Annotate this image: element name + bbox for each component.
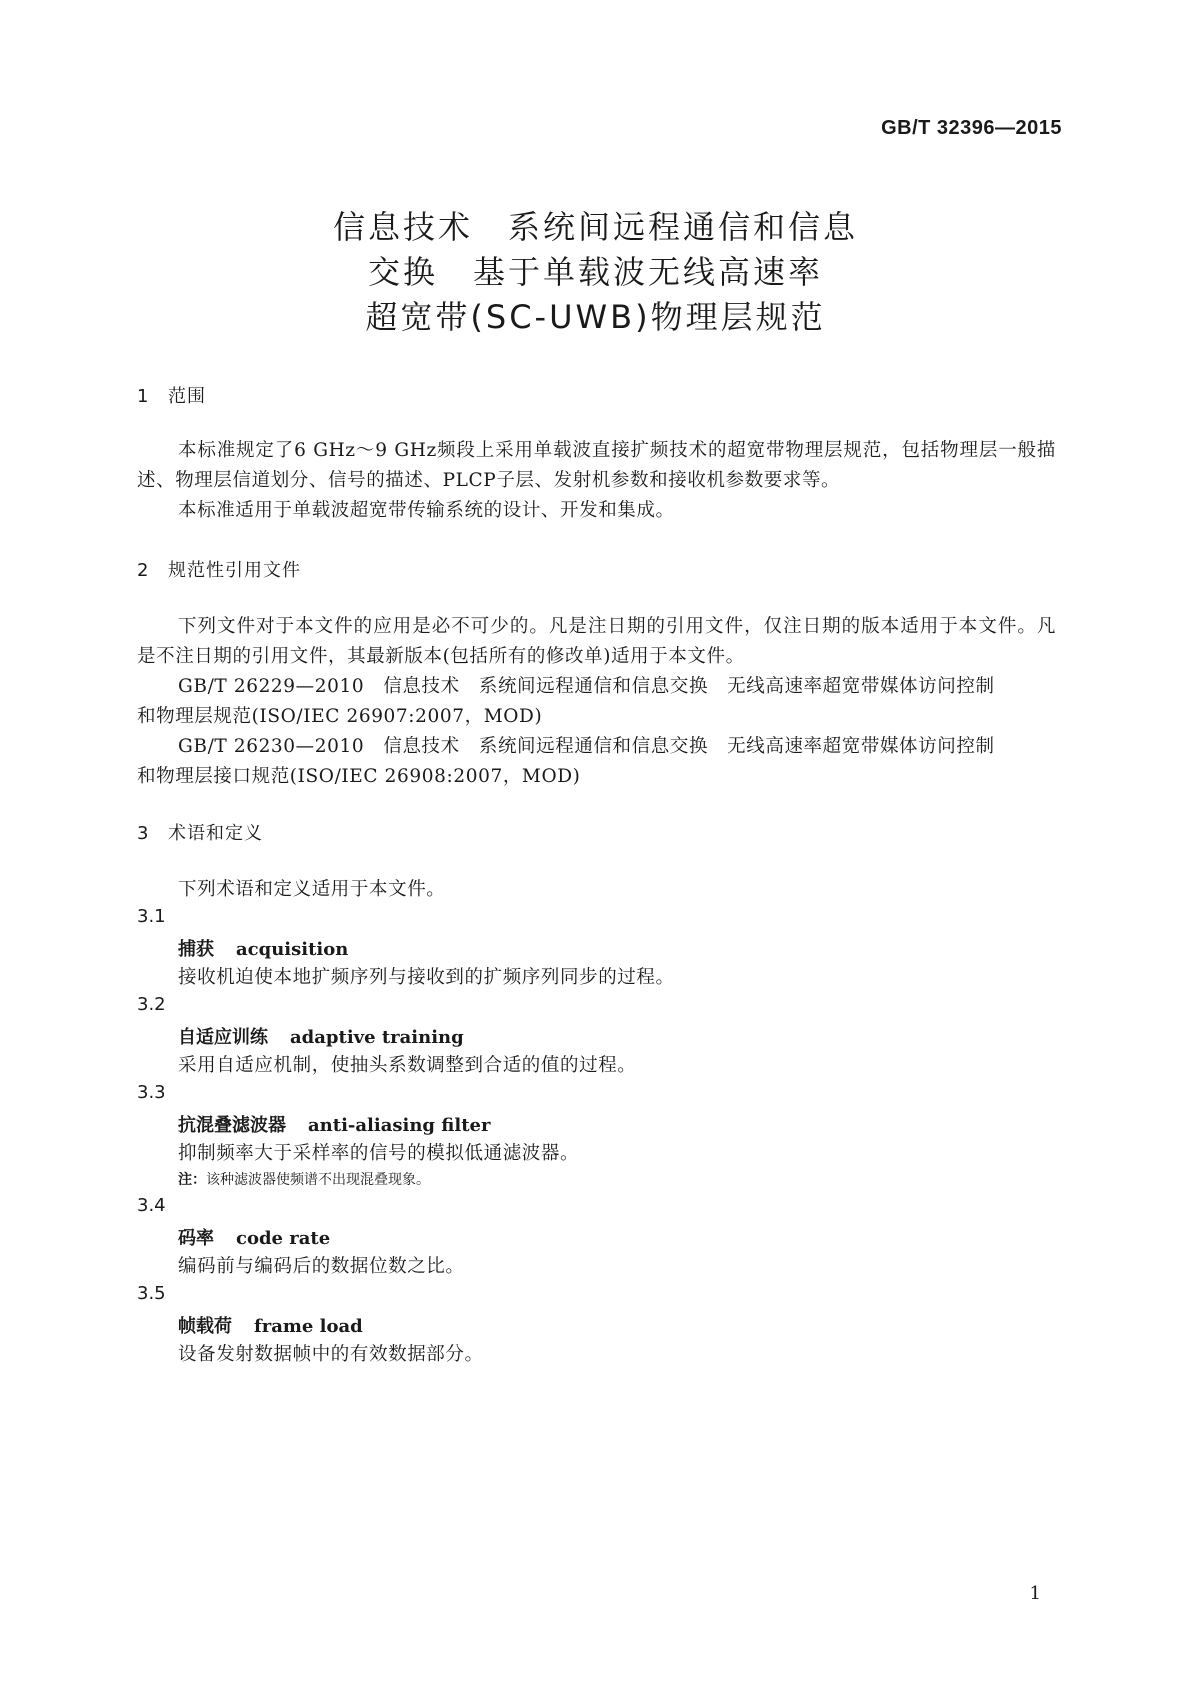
standard-code: GB/T 32396—2015 <box>881 117 1062 139</box>
document-title <box>200 205 991 340</box>
section-heading-terms <box>137 819 263 845</box>
term-number: 3.1 <box>137 906 166 927</box>
reference-line: GB/T 26230—2010 信息技术 系统间远程通信和信息交换 无线高速率超宽带媒体访问控制 <box>178 736 995 757</box>
note-label: 注： <box>178 1172 206 1188</box>
term-number: 3.5 <box>137 1283 166 1304</box>
term-en: code rate <box>236 1228 331 1249</box>
title-line: 交换 基于单载波无线高速率 <box>367 253 823 291</box>
page-number: 1 <box>1029 1583 1041 1604</box>
term-heading <box>178 1312 363 1338</box>
section-title: 术语和定义 <box>168 823 263 844</box>
term-zh: 帧载荷 <box>178 1316 232 1337</box>
section-heading-normative-references <box>137 556 301 582</box>
term-en: frame load <box>254 1316 363 1337</box>
term-number: 3.3 <box>137 1082 166 1103</box>
term-definition: 抑制频率大于采样率的信号的模拟低通滤波器。 <box>178 1143 580 1164</box>
term-heading <box>178 935 348 961</box>
term-heading <box>178 1111 490 1137</box>
reference-line: 和物理层规范(ISO/IEC 26907:2007，MOD) <box>137 706 543 727</box>
section-heading-scope <box>137 382 206 408</box>
term-number: 3.4 <box>137 1195 166 1216</box>
reference-line: GB/T 26229—2010 信息技术 系统间远程通信和信息交换 无线高速率超宽带媒体访问控制 <box>178 676 995 697</box>
term-zh: 抗混叠滤波器 <box>178 1115 286 1136</box>
section-title: 范围 <box>168 386 206 407</box>
term-definition: 采用自适应机制，使抽头系数调整到合适的值的过程。 <box>178 1055 637 1076</box>
paragraph: 本标准规定了6 GHz～9 GHz频段上采用单载波直接扩频技术的超宽带物理层规范，包括物理层一般描述、物理层信道划分、信号的描述、PLCP子层、发射机参数和接收机参数要求等。 <box>137 440 1056 491</box>
term-en: adaptive training <box>290 1027 464 1048</box>
term-definition: 设备发射数据帧中的有效数据部分。 <box>178 1344 484 1365</box>
term-en: acquisition <box>236 939 349 960</box>
term-zh: 自适应训练 <box>178 1027 268 1048</box>
term-en: anti-aliasing filter <box>308 1115 491 1136</box>
term-heading <box>178 1224 330 1250</box>
term-definition: 编码前与编码后的数据位数之比。 <box>178 1256 465 1277</box>
term-zh: 捕获 <box>178 939 214 960</box>
title-line: 信息技术 系统间远程通信和信息 <box>332 208 858 246</box>
term-definition: 接收机迫使本地扩频序列与接收到的扩频序列同步的过程。 <box>178 967 675 988</box>
term-heading <box>178 1023 464 1049</box>
title-line: 超宽带(SC-UWB)物理层规范 <box>365 298 826 336</box>
section-number: 2 <box>137 560 150 581</box>
term-zh: 码率 <box>178 1228 214 1249</box>
note-text: 该种滤波器使频谱不出现混叠现象。 <box>206 1172 430 1188</box>
paragraph: 下列文件对于本文件的应用是必不可少的。凡是注日期的引用文件，仅注日期的版本适用于本文件。凡是不注日期的引用文件，其最新版本(包括所有的修改单)适用于本文件。 <box>137 616 1056 667</box>
paragraph: 本标准适用于单载波超宽带传输系统的设计、开发和集成。 <box>178 500 675 521</box>
term-number: 3.2 <box>137 994 166 1015</box>
term-note <box>178 1169 430 1189</box>
reference-line: 和物理层接口规范(ISO/IEC 26908:2007，MOD) <box>137 766 581 787</box>
section-number: 3 <box>137 823 150 844</box>
section-title: 规范性引用文件 <box>168 560 301 581</box>
section-number: 1 <box>137 386 150 407</box>
terms-intro: 下列术语和定义适用于本文件。 <box>178 879 446 900</box>
